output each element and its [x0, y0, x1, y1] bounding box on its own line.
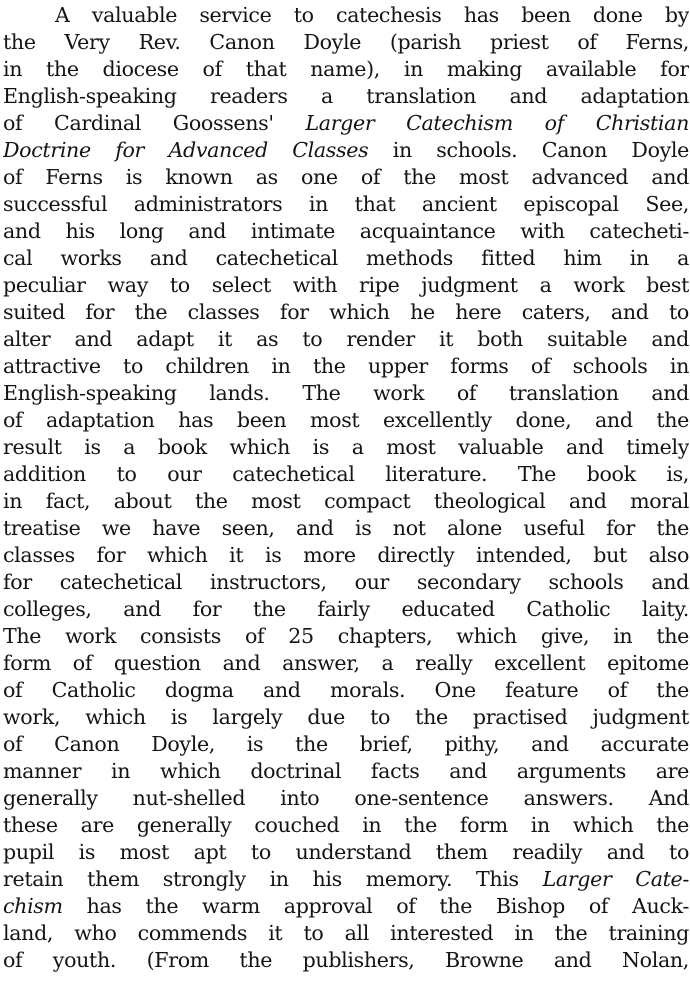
text-segment: retain them strongly in his memory. This: [3, 867, 543, 891]
text-segment: classes for which it is more directly intended, but also: [3, 543, 689, 567]
text-segment: alter and adapt it as to render it both suitable and: [3, 327, 689, 351]
text-line: [3, 272, 689, 299]
text-segment: these are generally couched in the form in which the: [3, 813, 689, 837]
text-segment: English-speaking lands. The work of translation and: [3, 381, 689, 405]
text-line: [3, 461, 689, 488]
text-segment: successful administrators in that ancient episcopal See,: [3, 192, 689, 216]
text-line: [3, 434, 689, 461]
text-segment: of adaptation has been most excellently done, and the: [3, 408, 689, 432]
text-line: [3, 164, 689, 191]
text-line: [3, 893, 689, 920]
text-segment: in schools. Canon Doyle: [368, 138, 689, 162]
text-line: [3, 839, 689, 866]
text-line: [3, 812, 689, 839]
text-segment: land, who commends it to all interested in the training: [3, 921, 689, 945]
text-segment: has the warm approval of the Bishop of Auck-: [62, 894, 689, 918]
text-segment: peculiar way to select with ripe judgment a work best: [3, 273, 689, 297]
text-line: [3, 947, 689, 974]
text-segment: A valuable service to catechesis has been done by: [55, 3, 689, 27]
text-segment: suited for the classes for which he here caters, and to: [3, 300, 689, 324]
text-segment: result is a book which is a most valuable and timely: [3, 435, 689, 459]
text-segment: attractive to children in the upper forms of schools in: [3, 354, 689, 378]
text-segment: treatise we have seen, and is not alone useful for the: [3, 516, 689, 540]
italic-title-segment: Doctrine for Advanced Classes: [3, 138, 369, 162]
italic-title-segment: chism: [3, 894, 63, 918]
text-segment: of Canon Doyle, is the brief, pithy, and accurate: [3, 732, 689, 756]
text-segment: generally nut-shelled into one-sentence answers. And: [3, 786, 689, 810]
text-line: [3, 56, 689, 83]
text-segment: of youth. (From the publishers, Browne and Nolan,: [3, 948, 689, 972]
text-line: [3, 785, 689, 812]
text-segment: of Ferns is known as one of the most advanced and: [3, 165, 689, 189]
text-line: [3, 245, 689, 272]
text-line: [3, 731, 689, 758]
text-line: [3, 110, 689, 137]
text-line: [3, 218, 689, 245]
text-segment: form of question and answer, a really excellent epitome: [3, 651, 689, 675]
italic-title-segment: Larger Catechism of Christian: [305, 111, 689, 135]
text-line: [3, 488, 689, 515]
text-line: [3, 623, 689, 650]
text-line: [3, 704, 689, 731]
text-line: [3, 326, 689, 353]
text-line: [3, 2, 689, 29]
text-line: [3, 191, 689, 218]
text-segment: cal works and catechetical methods fitted him in a: [3, 246, 689, 270]
text-segment: and his long and intimate acquaintance with catecheti-: [3, 219, 689, 243]
text-line: [3, 137, 689, 164]
text-line: [3, 353, 689, 380]
text-line: [3, 569, 689, 596]
text-line: [3, 677, 689, 704]
text-line: [3, 596, 689, 623]
text-line: [3, 542, 689, 569]
text-segment: the Very Rev. Canon Doyle (parish priest of Ferns,: [3, 30, 689, 54]
text-segment: in the diocese of that name), in making available for: [3, 57, 689, 81]
text-segment: English-speaking readers a translation and adaptation: [3, 84, 689, 108]
article-body: [3, 2, 689, 974]
text-segment: addition to our catechetical literature. The book is,: [3, 462, 689, 486]
text-segment: pupil is most apt to understand them readily and to: [3, 840, 689, 864]
text-segment: colleges, and for the fairly educated Catholic laity.: [3, 597, 689, 621]
text-line: [3, 299, 689, 326]
text-line: [3, 29, 689, 56]
italic-title-segment: Larger Cate-: [542, 867, 689, 891]
text-line: [3, 380, 689, 407]
text-segment: manner in which doctrinal facts and arguments are: [3, 759, 689, 783]
text-segment: The work consists of 25 chapters, which give, in the: [3, 624, 689, 648]
text-segment: in fact, about the most compact theological and moral: [3, 489, 689, 513]
text-segment: for catechetical instructors, our secondary schools and: [3, 570, 689, 594]
text-line: [3, 515, 689, 542]
text-line: [3, 407, 689, 434]
text-segment: work, which is largely due to the practised judgment: [3, 705, 689, 729]
text-segment: of Catholic dogma and morals. One feature of the: [3, 678, 689, 702]
text-line: [3, 758, 689, 785]
text-line: [3, 83, 689, 110]
text-line: [3, 920, 689, 947]
text-line: [3, 650, 689, 677]
text-line: [3, 866, 689, 893]
text-segment: of Cardinal Goossens': [3, 111, 306, 135]
